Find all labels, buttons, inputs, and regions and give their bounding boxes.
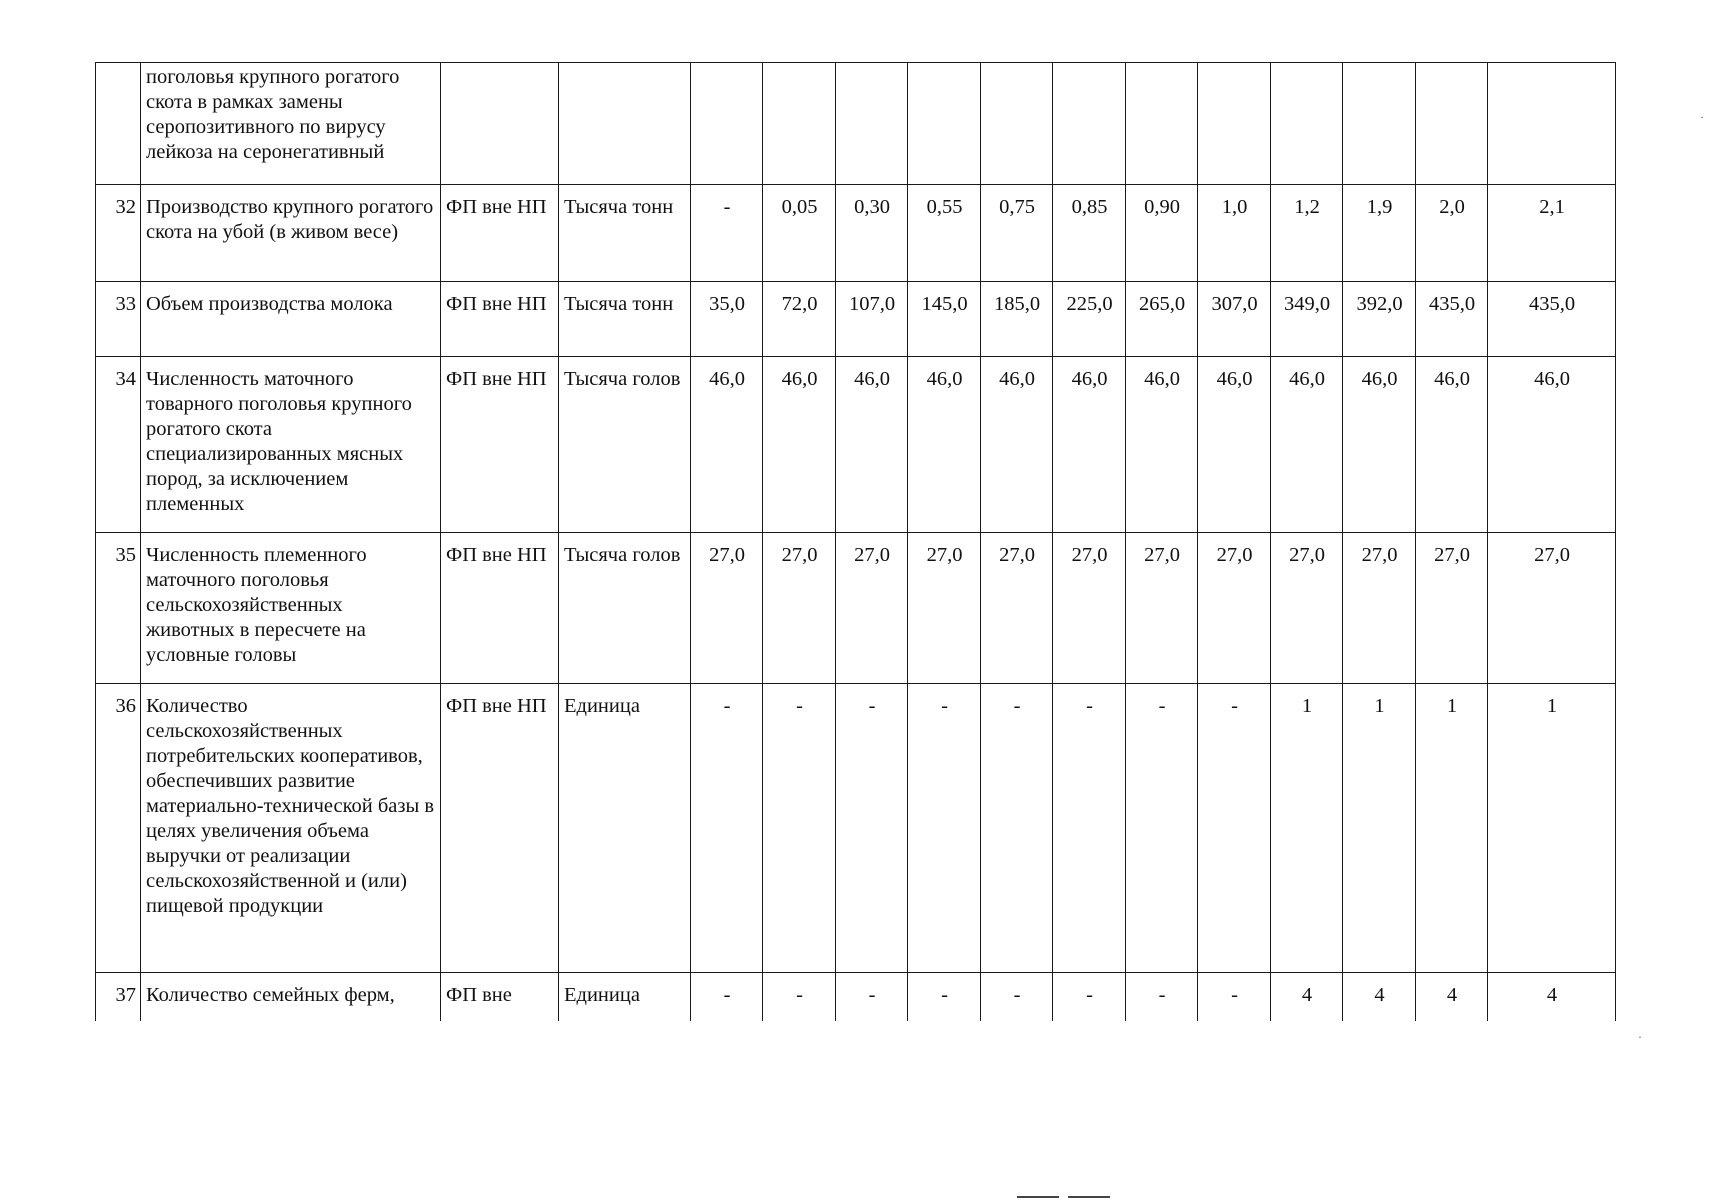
value-cell: - — [908, 973, 981, 1022]
value-cell: - — [836, 973, 908, 1022]
value-cell: - — [691, 185, 763, 282]
value-cell: 46,0 — [981, 357, 1053, 533]
table-row — [96, 533, 1616, 684]
scan-mark: · — [1700, 110, 1704, 124]
row-number: 33 — [96, 282, 141, 357]
value-cell — [981, 63, 1053, 185]
unit: Единица — [559, 973, 691, 1022]
value-cell: 27,0 — [1343, 533, 1416, 684]
value-cell: 435,0 — [1416, 282, 1488, 357]
value-cell — [1053, 63, 1126, 185]
value-cell: 392,0 — [1343, 282, 1416, 357]
unit: Тысяча голов — [559, 357, 691, 533]
indicator-name: Численность маточного товарного поголовья крупного рогатого скота специализированных мясных пород, за исключением племенных — [141, 357, 441, 533]
value-cell — [1126, 63, 1198, 185]
value-cell: 1 — [1343, 684, 1416, 973]
value-cell: 27,0 — [1416, 533, 1488, 684]
value-cell: - — [1053, 973, 1126, 1022]
value-cell: 185,0 — [981, 282, 1053, 357]
value-cell: 0,85 — [1053, 185, 1126, 282]
value-cell: 27,0 — [1271, 533, 1343, 684]
value-cell: - — [1053, 684, 1126, 973]
indicator-name: Количество семейных ферм, — [141, 973, 441, 1022]
funding-source: ФП вне НП — [441, 684, 559, 973]
value-cell: 46,0 — [763, 357, 836, 533]
value-cell: - — [836, 684, 908, 973]
value-cell: 4 — [1488, 973, 1616, 1022]
value-cell: 46,0 — [836, 357, 908, 533]
row-number: 36 — [96, 684, 141, 973]
value-cell: - — [763, 684, 836, 973]
value-cell: - — [1198, 973, 1271, 1022]
indicator-name: Объем производства молока — [141, 282, 441, 357]
value-cell: 4 — [1343, 973, 1416, 1022]
value-cell: 4 — [1271, 973, 1343, 1022]
value-cell: 27,0 — [763, 533, 836, 684]
unit — [559, 63, 691, 185]
footer-rule — [1068, 1196, 1110, 1198]
indicator-table — [95, 62, 1616, 1021]
value-cell: 0,05 — [763, 185, 836, 282]
value-cell: - — [981, 973, 1053, 1022]
value-cell — [1416, 63, 1488, 185]
value-cell: 27,0 — [691, 533, 763, 684]
funding-source: ФП вне — [441, 973, 559, 1022]
value-cell: 46,0 — [1416, 357, 1488, 533]
table-row — [96, 973, 1616, 1022]
row-number: 35 — [96, 533, 141, 684]
value-cell: - — [691, 973, 763, 1022]
value-cell — [763, 63, 836, 185]
value-cell — [1271, 63, 1343, 185]
value-cell: 0,30 — [836, 185, 908, 282]
table-body — [96, 63, 1616, 1022]
unit: Единица — [559, 684, 691, 973]
funding-source: ФП вне НП — [441, 533, 559, 684]
value-cell: 27,0 — [1053, 533, 1126, 684]
value-cell: 27,0 — [908, 533, 981, 684]
value-cell: 27,0 — [1198, 533, 1271, 684]
indicator-name: Численность племенного маточного поголовья сельскохозяйственных животных в пересчете на условные головы — [141, 533, 441, 684]
value-cell: 27,0 — [981, 533, 1053, 684]
value-cell — [908, 63, 981, 185]
value-cell: 27,0 — [1488, 533, 1616, 684]
value-cell: 1 — [1488, 684, 1616, 973]
indicator-name: поголовья крупного рогатого скота в рамках замены серопозитивного по вирусу лейкоза на серонегативный — [141, 63, 441, 185]
value-cell: 1 — [1416, 684, 1488, 973]
table-row — [96, 63, 1616, 185]
value-cell: 265,0 — [1126, 282, 1198, 357]
value-cell: 4 — [1416, 973, 1488, 1022]
value-cell: 1 — [1271, 684, 1343, 973]
funding-source: ФП вне НП — [441, 357, 559, 533]
value-cell: 349,0 — [1271, 282, 1343, 357]
row-number: 32 — [96, 185, 141, 282]
value-cell: 27,0 — [836, 533, 908, 684]
unit: Тысяча голов — [559, 533, 691, 684]
funding-source: ФП вне НП — [441, 282, 559, 357]
value-cell: 46,0 — [1126, 357, 1198, 533]
value-cell: 307,0 — [1198, 282, 1271, 357]
value-cell: - — [691, 684, 763, 973]
funding-source — [441, 63, 559, 185]
value-cell: 0,75 — [981, 185, 1053, 282]
unit: Тысяча тонн — [559, 185, 691, 282]
value-cell: 46,0 — [1343, 357, 1416, 533]
value-cell: 35,0 — [691, 282, 763, 357]
value-cell — [691, 63, 763, 185]
value-cell: 72,0 — [763, 282, 836, 357]
unit: Тысяча тонн — [559, 282, 691, 357]
value-cell: 145,0 — [908, 282, 981, 357]
value-cell: 435,0 — [1488, 282, 1616, 357]
table-row — [96, 282, 1616, 357]
value-cell: 46,0 — [1271, 357, 1343, 533]
value-cell: 0,90 — [1126, 185, 1198, 282]
row-number: 37 — [96, 973, 141, 1022]
value-cell: 46,0 — [1488, 357, 1616, 533]
value-cell: 27,0 — [1126, 533, 1198, 684]
value-cell: - — [1126, 684, 1198, 973]
table-row — [96, 357, 1616, 533]
value-cell: 46,0 — [1198, 357, 1271, 533]
table-row — [96, 684, 1616, 973]
footer-rule — [1017, 1196, 1059, 1198]
value-cell: - — [908, 684, 981, 973]
value-cell: 2,1 — [1488, 185, 1616, 282]
indicator-name: Производство крупного рогатого скота на убой (в живом весе) — [141, 185, 441, 282]
value-cell — [1343, 63, 1416, 185]
value-cell: - — [1198, 684, 1271, 973]
row-number: 34 — [96, 357, 141, 533]
value-cell: - — [1126, 973, 1198, 1022]
row-number — [96, 63, 141, 185]
value-cell: 1,0 — [1198, 185, 1271, 282]
value-cell: - — [981, 684, 1053, 973]
value-cell — [1488, 63, 1616, 185]
scan-mark: · — [1638, 1030, 1642, 1044]
funding-source: ФП вне НП — [441, 185, 559, 282]
value-cell: 46,0 — [1053, 357, 1126, 533]
value-cell: 0,55 — [908, 185, 981, 282]
indicator-name: Количество сельскохозяйственных потребительских кооперативов, обеспечивших развитие материально-технической базы в целях увеличения объема выручки от реализации сельскохозяйственной и (или) пищевой продукции — [141, 684, 441, 973]
value-cell: 46,0 — [691, 357, 763, 533]
value-cell: 46,0 — [908, 357, 981, 533]
value-cell: - — [763, 973, 836, 1022]
table-row — [96, 185, 1616, 282]
value-cell: 2,0 — [1416, 185, 1488, 282]
value-cell — [1198, 63, 1271, 185]
value-cell: 1,9 — [1343, 185, 1416, 282]
value-cell: 225,0 — [1053, 282, 1126, 357]
value-cell: 1,2 — [1271, 185, 1343, 282]
value-cell — [836, 63, 908, 185]
value-cell: 107,0 — [836, 282, 908, 357]
